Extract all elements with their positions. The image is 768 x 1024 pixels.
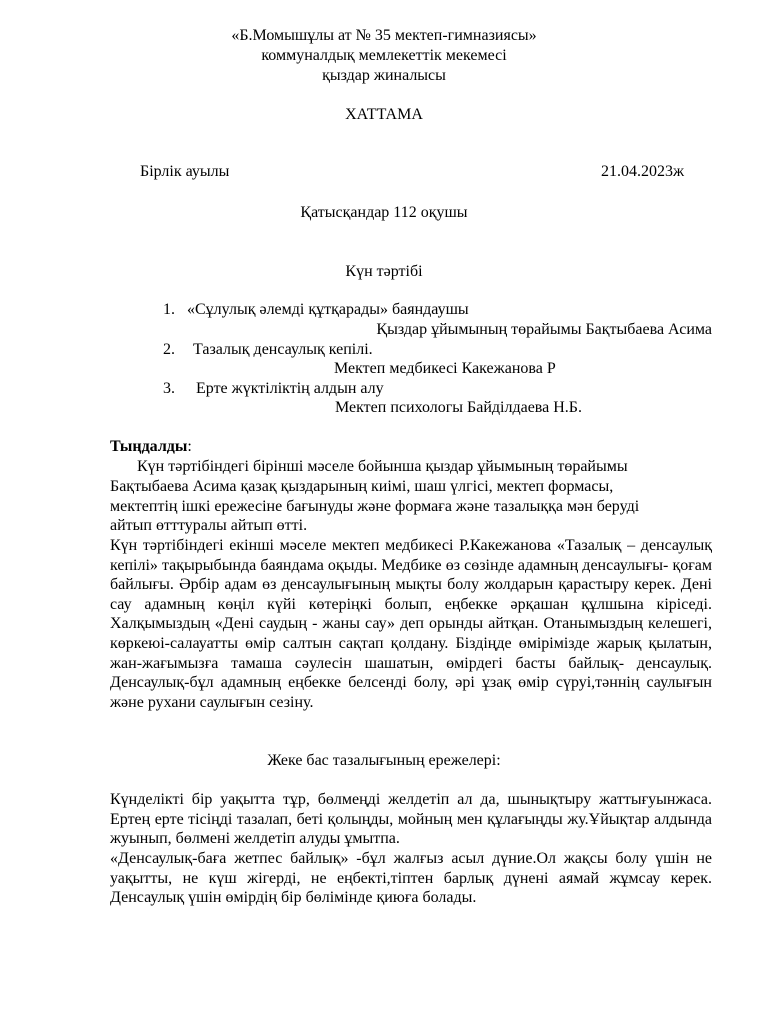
agenda-item-3-text: Ерте жүктіліктің алдын алу <box>196 380 384 397</box>
listened-heading <box>110 437 192 457</box>
attendance: Қатысқандар 112 оқушы <box>300 204 468 221</box>
listened-para2: Күн тәртібіндегі екінші мәселе мектеп медбикесі Р.Какежанова «Тазалық – денсаулық кепілі» тақырыбында баяндама оқыды. Медбике өз сөзінде адамның денсаулығы- қоғам байлығы. Әрбір адам өз денсаулығының мықты болу жолдарын қарастыру керек. Дені сау адамның көңіл күйі көтеріңкі болып, еңбекке әрқашан құлшына кіріседі. Халқымыздың «Дені саудың - жаны сау» деп орынды айтқан. Отанымыздың келешегі, көркеюі-салауатты өмір салтын сақтап қолдану. Біздіңде өміріміздe жарық қылатын, жан-жағымызға тамаша сәулесін шашатын, өмірдегі басты байлық- денсаулық. Денсаулық-бұл адамның еңбекке белсенді болу, әрі ұзақ өмір сүруі,тәннің саулығын және рухани саулығын сезіну. <box>110 537 712 711</box>
date: 21.04.2023ж <box>600 163 684 180</box>
document-title: ХАТТАМА <box>345 106 423 123</box>
agenda-heading: Күн тәртібі <box>345 263 423 280</box>
agenda-item-2-speaker: Мектеп медбикесі Какежанова Р <box>334 360 556 377</box>
hygiene-heading: Жеке бас тазалығының ережелері: <box>267 752 501 769</box>
hygiene-para2: «Денсаулық-баға жетпес байлық» -бұл жалғыз асыл дүние.Ол жақсы болу үшін не уақытты, не күш жігерді, не еңбекті,тіптен барлық дүнені аямай жұмсау керек. Денсаулық үшін өмірдің бір бөлімінде қиюға болады. <box>110 850 712 907</box>
school-name: «Б.Момышұлы ат № 35 мектеп-гимназиясы» <box>231 27 537 44</box>
listened-para1-line4: айтып өтттуралы айтып өтті. <box>110 517 308 534</box>
listened-para1-line1: Күн тәртібіндегі бірінші мәселе бойынша қыздар ұйымының төрайымы <box>137 458 628 475</box>
place: Бірлік ауылы <box>140 163 230 180</box>
agenda-item-2-text: Тазалық денсаулық кепілі. <box>193 341 373 358</box>
agenda-item-3-speaker: Мектеп психологы Байділдаева Н.Б. <box>335 399 582 416</box>
listened-colon: : <box>187 438 192 455</box>
agenda-item-1-text: «Сұлулық әлемді құтқарады» баяндаушы <box>187 301 469 318</box>
agenda-item-1-number: 1. <box>163 301 175 318</box>
institution-type: коммуналдық мемлекеттік мекемесі <box>261 47 507 64</box>
agenda-item-3-number: 3. <box>163 380 175 397</box>
agenda-item-1-speaker: Қыздар ұйымының төрайымы Бақтыбаева Асима <box>376 321 712 338</box>
listened-label: Тыңдалды <box>110 438 188 455</box>
listened-para1-line2: Бақтыбаева Асима қазақ қыздарының киімі, шаш үлгісі, мектеп формасы, <box>110 478 614 495</box>
agenda-item-2-number: 2. <box>163 341 175 358</box>
meeting-name: қыздар жиналысы <box>322 67 446 84</box>
hygiene-para1: Күнделікті бір уақытта тұр, бөлмеңді желдетіп ал да, шынықтыру жаттығуынжаса. Ертең ерте тісіңді тазалап, беті қолыңды, мойның мен құлағыңды жу.Ұйықтар алдында жуынып, бөлмені желдетіп алуды ұмытпа. <box>110 791 712 848</box>
listened-para1-line3: мектептің ішкі ережесіне бағынуды және формаға және тазалыққа мән беруді <box>110 498 640 515</box>
